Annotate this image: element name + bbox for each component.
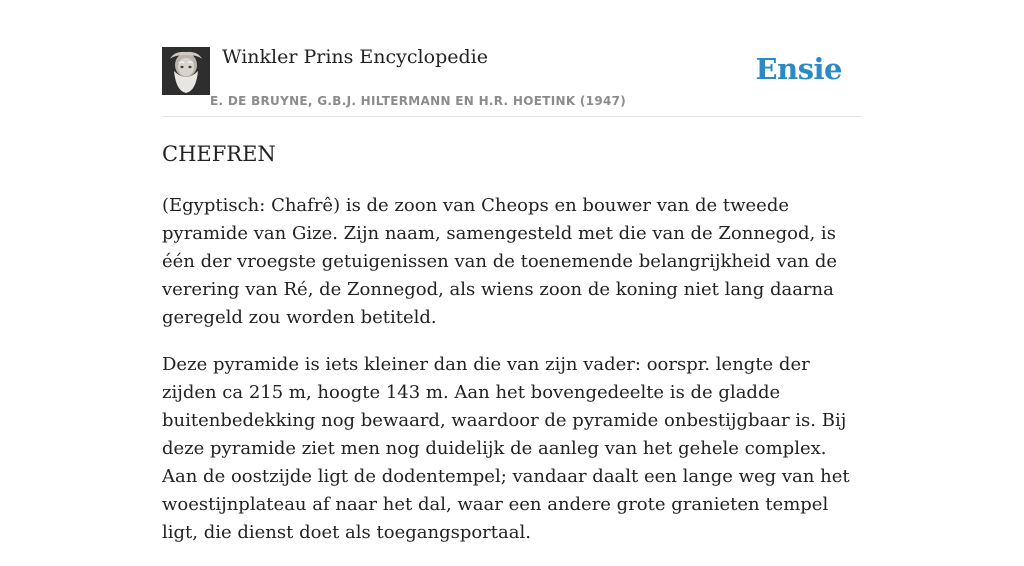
site-header	[162, 0, 862, 117]
site-title[interactable]: Winkler Prins Encyclopedie	[222, 46, 488, 68]
avatar	[162, 47, 210, 95]
article-title: CHEFREN	[162, 142, 276, 166]
bearded-man-portrait-icon	[162, 47, 210, 95]
article	[162, 140, 862, 566]
brand-logo-link[interactable]: Ensie	[755, 52, 842, 86]
authors-byline: E. DE BRUYNE, G.B.J. HILTERMANN EN H.R. HOETINK (1947)	[210, 94, 627, 108]
article-paragraph-2: Deze pyramide is iets kleiner dan die van zijn vader: oorspr. lengte der zijden ca 215 m, hoogte 143 m. Aan het bovengedeelte is de gladde buitenbedekking nog bewaard, waardoor de pyramide onbestijgbaar is. Bij deze pyramide ziet men nog duidelijk de aanleg van het gehele complex. Aan de oostzijde ligt de dodentempel; vandaar daalt een lange weg van het woestijnplateau af naar het dal, waar een andere grote granieten tempel ligt, die dienst doet als toegangsportaal.	[162, 354, 850, 543]
article-paragraph-1: (Egyptisch: Chafrê) is de zoon van Cheops en bouwer van de tweede pyramide van Gize. Zijn naam, samengesteld met die van de Zonnegod, is één der vroegste getuigenissen van de toenemende belangrijkheid van de verering van Ré, de Zonnegod, als wiens zoon de koning niet lang daarna geregeld zou worden betiteld.	[162, 195, 838, 328]
